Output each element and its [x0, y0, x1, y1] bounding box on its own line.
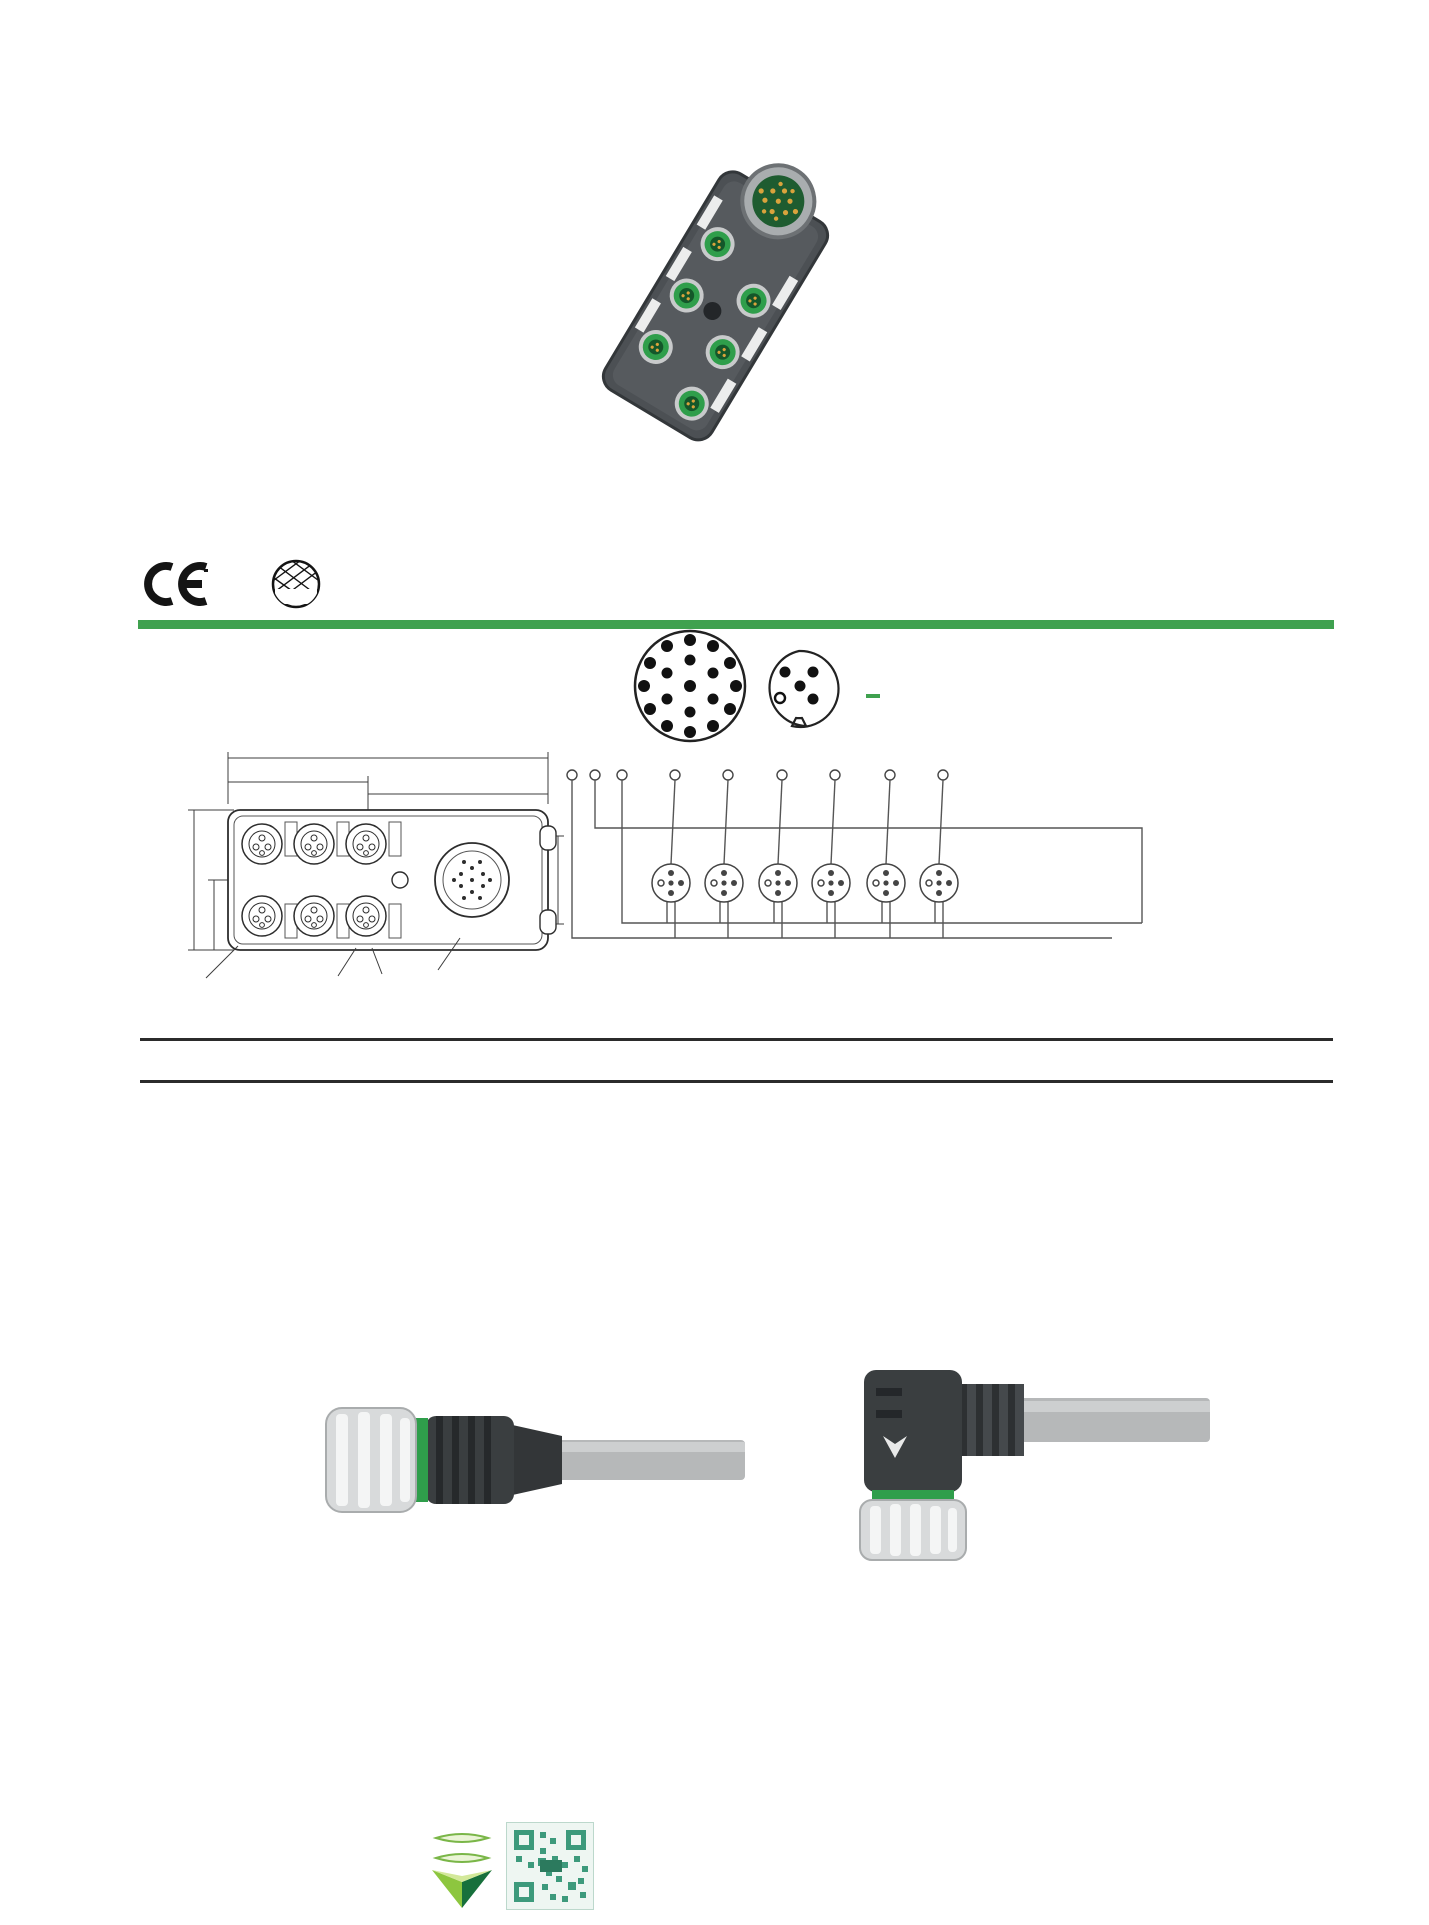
cable-photo-right-angle	[788, 1358, 1213, 1568]
divider	[140, 1038, 1333, 1041]
no-element-badge	[866, 694, 880, 698]
brand-logo	[1080, 78, 1342, 79]
m23-pinout-diagram	[630, 626, 750, 746]
product-photo-junction-box	[566, 150, 866, 460]
m12-pinout-diagram	[756, 646, 842, 732]
ip67-icon	[268, 556, 324, 612]
dimension-drawing	[142, 742, 572, 994]
page-title	[128, 74, 158, 108]
sidebar-category-tabs	[1352, 0, 1429, 1925]
rohs-mark	[204, 566, 208, 572]
qr-code	[506, 1822, 594, 1910]
divider	[140, 1080, 1333, 1083]
cable-photo-straight	[300, 1388, 745, 1528]
footer-brand-icon	[428, 1830, 496, 1910]
form-section-label	[140, 1010, 158, 1032]
ce-mark-icon	[136, 560, 212, 610]
wiring-schematic	[552, 733, 1152, 985]
